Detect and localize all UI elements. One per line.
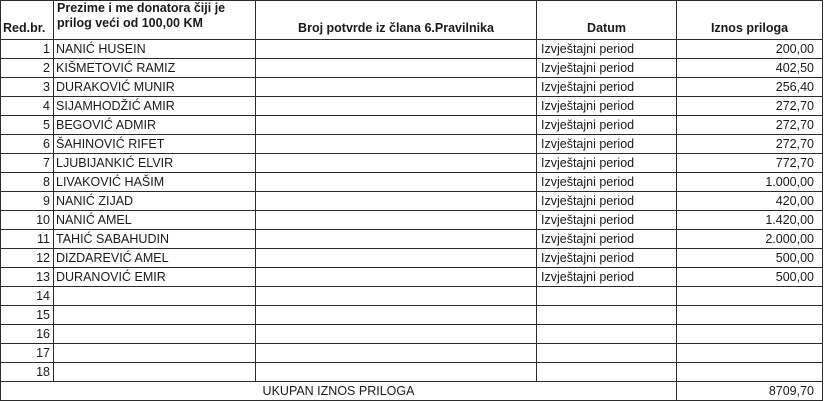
confirmation-number	[256, 249, 537, 268]
date-cell	[537, 325, 677, 344]
donor-name: BEGOVIĆ ADMIR	[54, 116, 256, 135]
donor-name	[54, 325, 256, 344]
date-cell: Izvještajni period	[537, 173, 677, 192]
header-nr: Red.br.	[1, 1, 54, 40]
table-row	[1, 78, 823, 97]
donor-name	[54, 344, 256, 363]
row-number: 4	[1, 97, 54, 116]
confirmation-number	[256, 78, 537, 97]
amount-cell: 402,50	[677, 59, 823, 78]
header-date: Datum	[537, 1, 677, 40]
confirmation-number	[256, 306, 537, 325]
donor-name: TAHIĆ SABAHUDIN	[54, 230, 256, 249]
amount-cell: 1.000,00	[677, 173, 823, 192]
amount-cell	[677, 306, 823, 325]
table-row	[1, 306, 823, 325]
row-number: 11	[1, 230, 54, 249]
table-row	[1, 192, 823, 211]
total-row	[1, 382, 823, 401]
donor-name: SIJAMHODŽIĆ AMIR	[54, 97, 256, 116]
confirmation-number	[256, 173, 537, 192]
amount-cell: 200,00	[677, 40, 823, 59]
row-number: 9	[1, 192, 54, 211]
donor-name: NANIĆ ZIJAD	[54, 192, 256, 211]
confirmation-number	[256, 59, 537, 78]
date-cell: Izvještajni period	[537, 116, 677, 135]
row-number: 12	[1, 249, 54, 268]
row-number: 6	[1, 135, 54, 154]
confirmation-number	[256, 268, 537, 287]
donor-name: KIŠMETOVIĆ RAMIZ	[54, 59, 256, 78]
table-row	[1, 59, 823, 78]
confirmation-number	[256, 116, 537, 135]
amount-cell: 2.000,00	[677, 230, 823, 249]
row-number: 3	[1, 78, 54, 97]
row-number: 5	[1, 116, 54, 135]
donor-name: NANIĆ AMEL	[54, 211, 256, 230]
date-cell: Izvještajni period	[537, 78, 677, 97]
row-number: 14	[1, 287, 54, 306]
table-row	[1, 363, 823, 382]
row-number: 8	[1, 173, 54, 192]
date-cell: Izvještajni period	[537, 59, 677, 78]
row-number: 2	[1, 59, 54, 78]
donor-name: LJUBIJANKIĆ ELVIR	[54, 154, 256, 173]
donor-name: LIVAKOVIĆ HAŠIM	[54, 173, 256, 192]
amount-cell: 420,00	[677, 192, 823, 211]
confirmation-number	[256, 40, 537, 59]
date-cell	[537, 306, 677, 325]
amount-cell: 256,40	[677, 78, 823, 97]
date-cell	[537, 287, 677, 306]
table-row	[1, 287, 823, 306]
amount-cell: 272,70	[677, 97, 823, 116]
table-row	[1, 135, 823, 154]
donor-name: ŠAHINOVIĆ RIFET	[54, 135, 256, 154]
date-cell: Izvještajni period	[537, 97, 677, 116]
table-row	[1, 344, 823, 363]
total-amount: 8709,70	[677, 382, 823, 401]
table-row	[1, 268, 823, 287]
table-row	[1, 154, 823, 173]
date-cell: Izvještajni period	[537, 268, 677, 287]
donor-name	[54, 306, 256, 325]
table-row	[1, 325, 823, 344]
row-number: 7	[1, 154, 54, 173]
donor-name: DIZDAREVIĆ AMEL	[54, 249, 256, 268]
confirmation-number	[256, 211, 537, 230]
amount-cell: 1.420,00	[677, 211, 823, 230]
confirmation-number	[256, 192, 537, 211]
header-confirmation: Broj potvrde iz člana 6.Pravilnika	[256, 1, 537, 40]
amount-cell: 272,70	[677, 135, 823, 154]
confirmation-number	[256, 97, 537, 116]
amount-cell: 772,70	[677, 154, 823, 173]
row-number: 17	[1, 344, 54, 363]
amount-cell: 500,00	[677, 249, 823, 268]
confirmation-number	[256, 230, 537, 249]
row-number: 1	[1, 40, 54, 59]
confirmation-number	[256, 154, 537, 173]
amount-cell: 272,70	[677, 116, 823, 135]
row-number: 16	[1, 325, 54, 344]
donor-name	[54, 363, 256, 382]
confirmation-number	[256, 287, 537, 306]
date-cell: Izvještajni period	[537, 192, 677, 211]
confirmation-number	[256, 325, 537, 344]
amount-cell	[677, 325, 823, 344]
table-row	[1, 173, 823, 192]
table-header-row	[1, 1, 823, 40]
date-cell: Izvještajni period	[537, 40, 677, 59]
date-cell	[537, 344, 677, 363]
amount-cell: 500,00	[677, 268, 823, 287]
total-label: UKUPAN IZNOS PRILOGA	[1, 382, 677, 401]
table-row	[1, 97, 823, 116]
donor-name: DURAKOVIĆ MUNIR	[54, 78, 256, 97]
confirmation-number	[256, 344, 537, 363]
row-number: 10	[1, 211, 54, 230]
donor-name	[54, 287, 256, 306]
table-row	[1, 40, 823, 59]
date-cell: Izvještajni period	[537, 135, 677, 154]
table-row	[1, 230, 823, 249]
row-number: 13	[1, 268, 54, 287]
table-row	[1, 211, 823, 230]
header-donor-name: Prezime i me donatora čiji je prilog veći od 100,00 KM	[54, 1, 256, 40]
date-cell: Izvještajni period	[537, 230, 677, 249]
date-cell: Izvještajni period	[537, 211, 677, 230]
date-cell	[537, 363, 677, 382]
amount-cell	[677, 287, 823, 306]
amount-cell	[677, 363, 823, 382]
amount-cell	[677, 344, 823, 363]
row-number: 18	[1, 363, 54, 382]
table-row	[1, 249, 823, 268]
row-number: 15	[1, 306, 54, 325]
confirmation-number	[256, 135, 537, 154]
confirmation-number	[256, 363, 537, 382]
donor-name: NANIĆ HUSEIN	[54, 40, 256, 59]
date-cell: Izvještajni period	[537, 249, 677, 268]
date-cell: Izvještajni period	[537, 154, 677, 173]
header-amount: Iznos priloga	[677, 1, 823, 40]
table-row	[1, 116, 823, 135]
donor-name: DURANOVIĆ EMIR	[54, 268, 256, 287]
